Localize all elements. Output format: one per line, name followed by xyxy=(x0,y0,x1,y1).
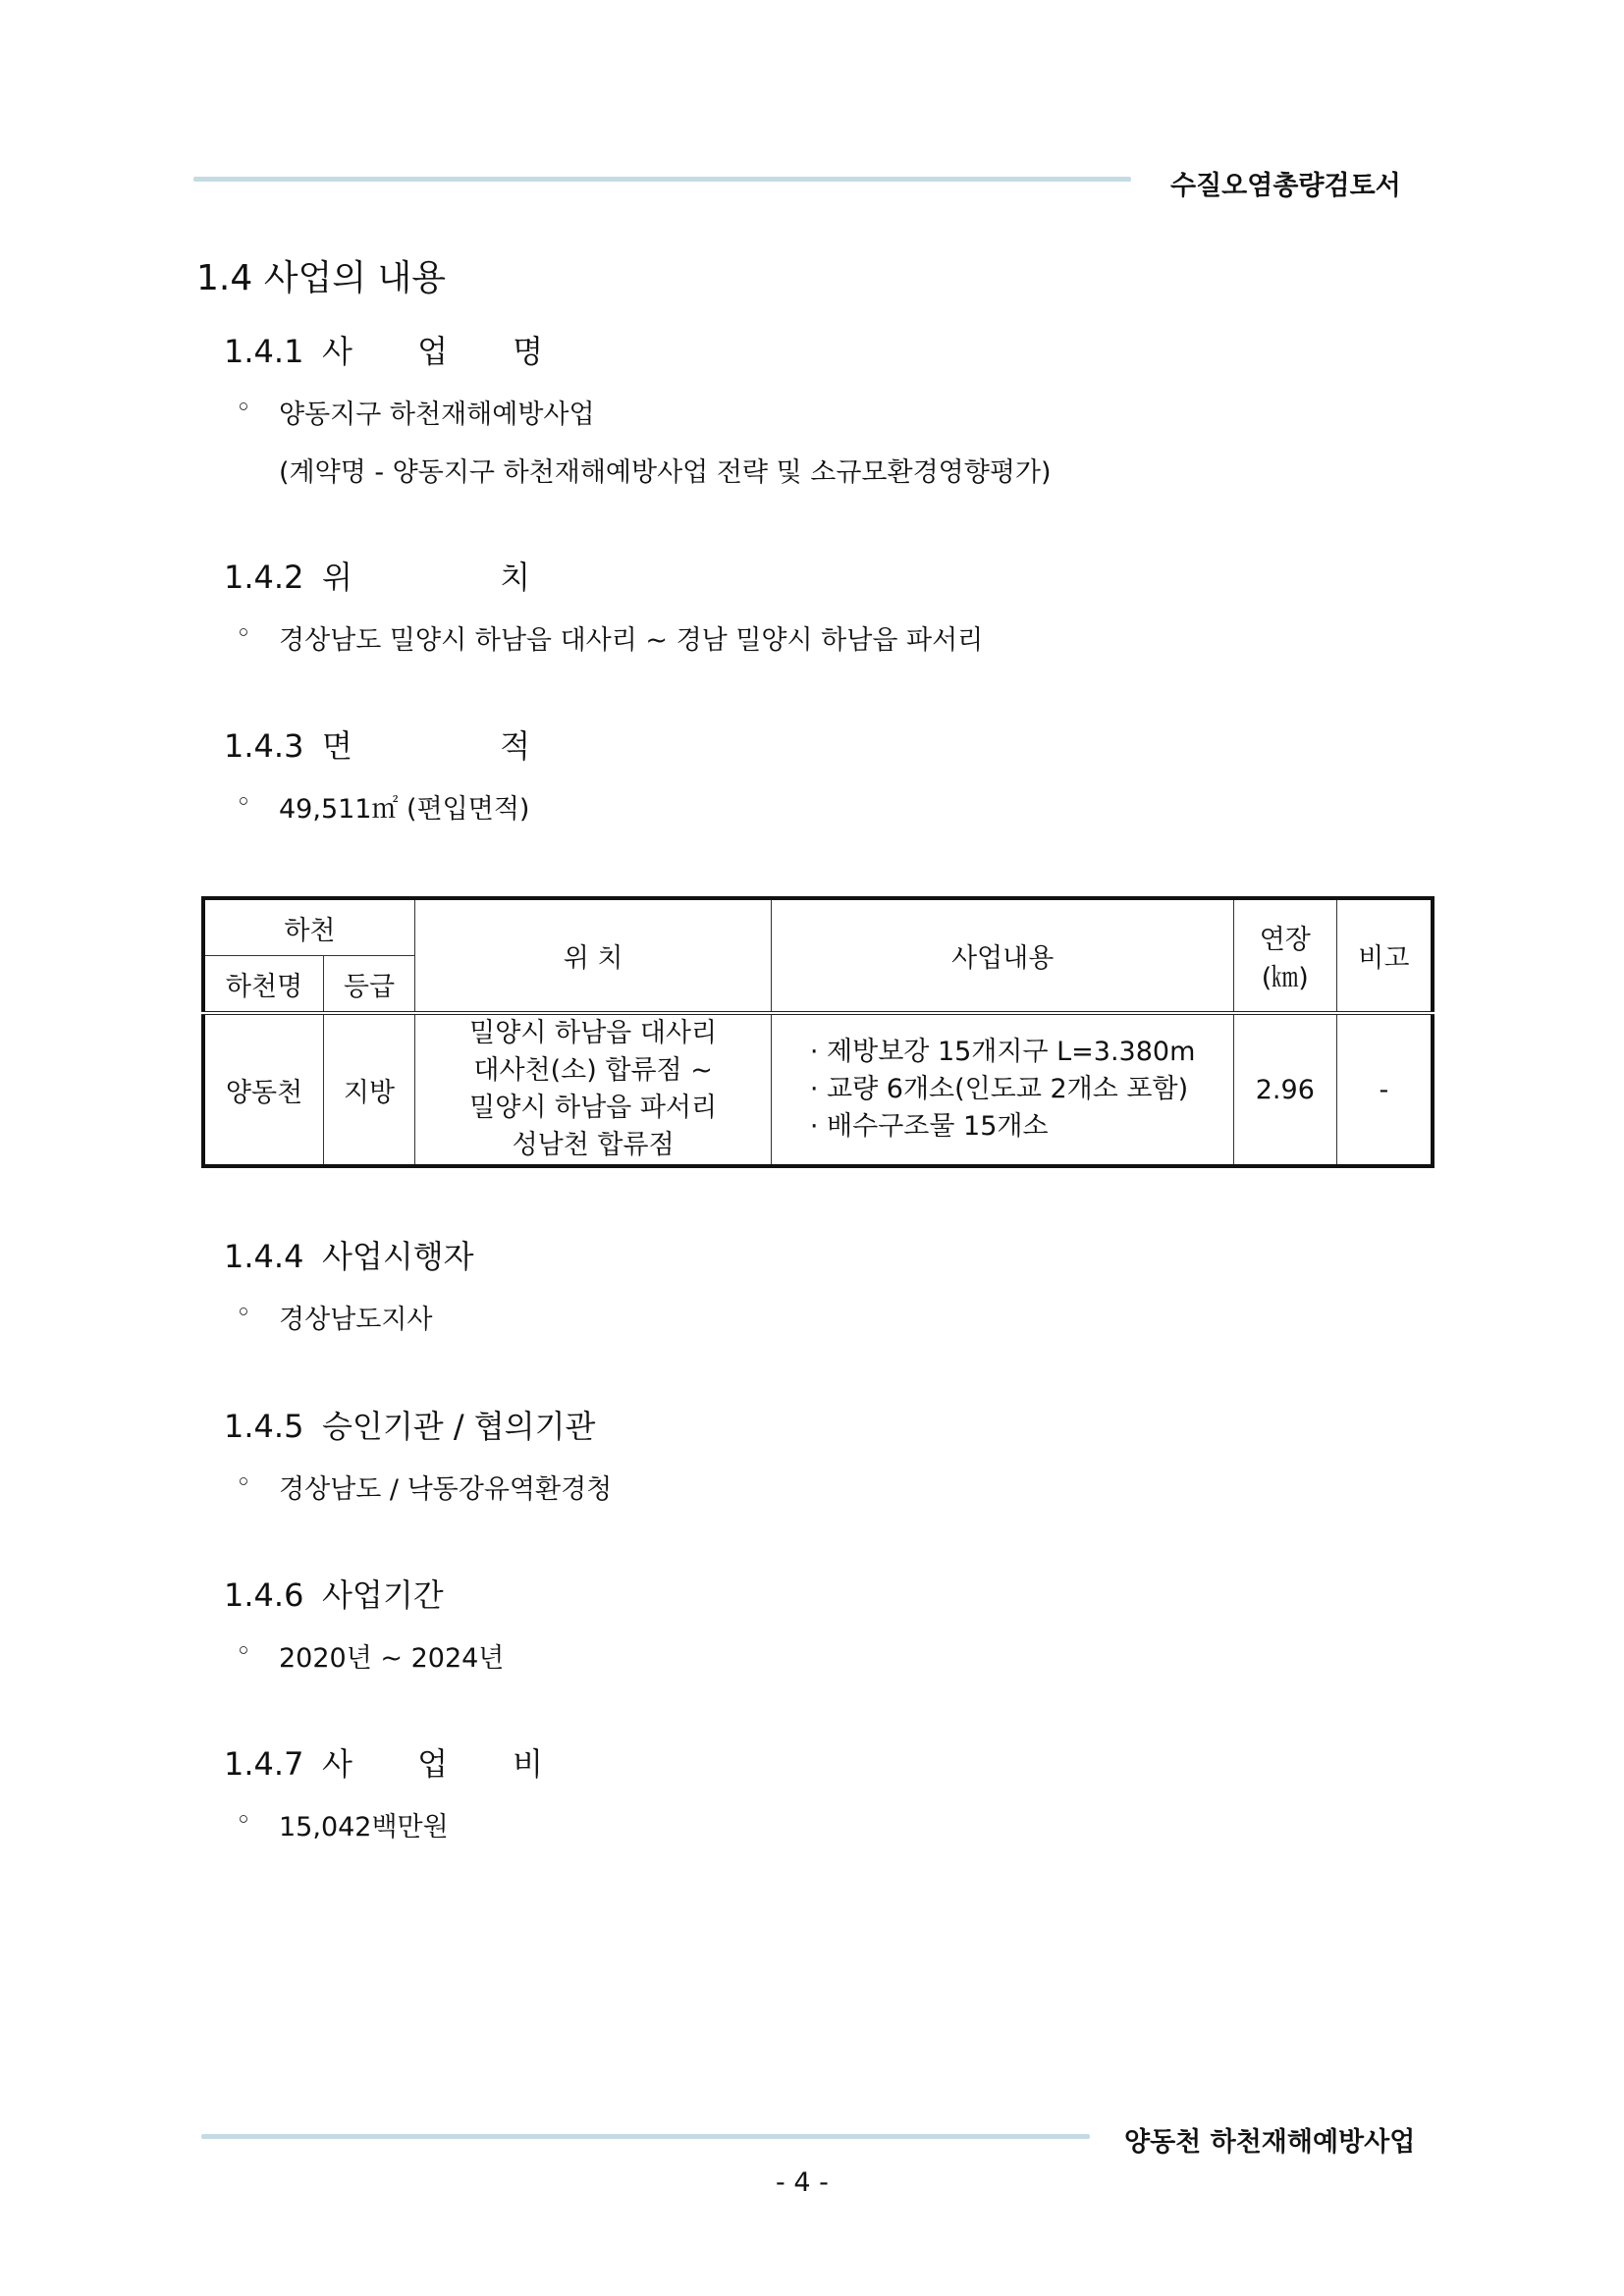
bullet-mark: ◦ xyxy=(236,1805,251,1836)
bullet-mark: ◦ xyxy=(236,618,251,649)
subsection-heading-1-4-6 xyxy=(224,1571,444,1616)
work-item: · 제방보강 15개지구 L=3.380m xyxy=(809,1037,1196,1067)
header-location: 위 치 xyxy=(414,898,772,1013)
bullet-mark: ◦ xyxy=(236,1468,251,1498)
project-name-text: 양동지구 하천재해예방사업 xyxy=(279,400,595,430)
work-list xyxy=(810,1034,1196,1146)
location-line: 대사천(소) 합류점 ~ xyxy=(473,1055,713,1086)
subsection-title: 면 적 xyxy=(322,727,599,765)
subsection-heading-1-4-3 xyxy=(224,721,599,767)
subsection-number: 1.4.2 xyxy=(224,559,304,596)
contract-name-note: (계약명 - 양동지구 하천재해예방사업 전략 및 소규모환경영향평가) xyxy=(279,457,1052,488)
location-line: 밀양시 하남읍 파서리 xyxy=(469,1093,718,1123)
location-text: 경상남도 밀양시 하남읍 대사리 ~ 경남 밀양시 하남읍 파서리 xyxy=(279,625,984,656)
header-remarks: 비고 xyxy=(1336,898,1433,1013)
header-river-name: 하천명 xyxy=(203,956,324,1014)
work-item: · 배수구조물 15개소 xyxy=(809,1111,1049,1142)
header-content: 사업내용 xyxy=(772,898,1234,1013)
bullet-mark: ◦ xyxy=(236,393,251,423)
subsection-title: 승인기관 / 협의기관 xyxy=(322,1408,596,1445)
header-length-unit: (㎞) xyxy=(1261,962,1309,993)
subsection-number: 1.4.5 xyxy=(224,1408,304,1445)
table-row xyxy=(203,1013,1433,1166)
subsection-number: 1.4.3 xyxy=(224,727,304,765)
subsection-heading-1-4-4 xyxy=(224,1232,474,1277)
subsection-heading-1-4-5 xyxy=(224,1402,595,1447)
header-length xyxy=(1233,898,1336,1013)
cell-river-name: 양동천 xyxy=(203,1013,324,1166)
period-text: 2020년 ~ 2024년 xyxy=(279,1643,505,1674)
subsection-heading-1-4-2 xyxy=(224,553,599,598)
location-line: 성남천 합류점 xyxy=(512,1130,675,1160)
section-title: 1.4 사업의 내용 xyxy=(196,258,447,298)
cell-remarks: - xyxy=(1336,1013,1433,1166)
footer-rule xyxy=(201,2134,1090,2139)
bullet-mark: ◦ xyxy=(236,1636,251,1667)
operator-text: 경상남도지사 xyxy=(279,1305,433,1335)
project-summary-table xyxy=(201,896,1435,1168)
cell-content xyxy=(772,1013,1234,1166)
subsection-heading-1-4-1 xyxy=(224,327,570,372)
page-number: - 4 - xyxy=(776,2167,829,2198)
cell-grade: 지방 xyxy=(324,1013,415,1166)
subsection-number: 1.4.4 xyxy=(224,1238,304,1275)
footer-project-name: 양동천 하천재해예방사업 xyxy=(1124,2127,1416,2158)
subsection-title: 위 치 xyxy=(322,559,599,596)
subsection-title: 사업기간 xyxy=(322,1576,444,1614)
subsection-heading-1-4-7 xyxy=(224,1739,570,1785)
bullet-mark: ◦ xyxy=(236,1298,251,1328)
subsection-number: 1.4.1 xyxy=(224,333,304,370)
cell-length: 2.96 xyxy=(1233,1013,1336,1166)
subsection-number: 1.4.7 xyxy=(224,1745,304,1783)
subsection-title: 사 업 명 xyxy=(322,333,571,370)
header-grade: 등급 xyxy=(324,956,415,1014)
document-title: 수질오염총량검토서 xyxy=(1170,171,1401,201)
work-item: · 교량 6개소(인도교 2개소 포함) xyxy=(809,1074,1189,1104)
header-rule xyxy=(193,177,1131,182)
header-river: 하천 xyxy=(203,898,414,956)
subsection-title: 사업시행자 xyxy=(322,1238,474,1275)
cost-text: 15,042백만원 xyxy=(279,1812,449,1842)
subsection-number: 1.4.6 xyxy=(224,1576,304,1614)
bullet-mark: ◦ xyxy=(236,787,251,818)
location-line: 밀양시 하남읍 대사리 xyxy=(469,1018,718,1048)
subsection-title: 사 업 비 xyxy=(322,1745,571,1783)
authority-text: 경상남도 / 낙동강유역환경청 xyxy=(279,1474,613,1505)
area-text: 49,511㎡ (편입면적) xyxy=(279,794,530,825)
cell-location xyxy=(414,1013,772,1166)
header-length-label: 연장 xyxy=(1259,924,1311,955)
